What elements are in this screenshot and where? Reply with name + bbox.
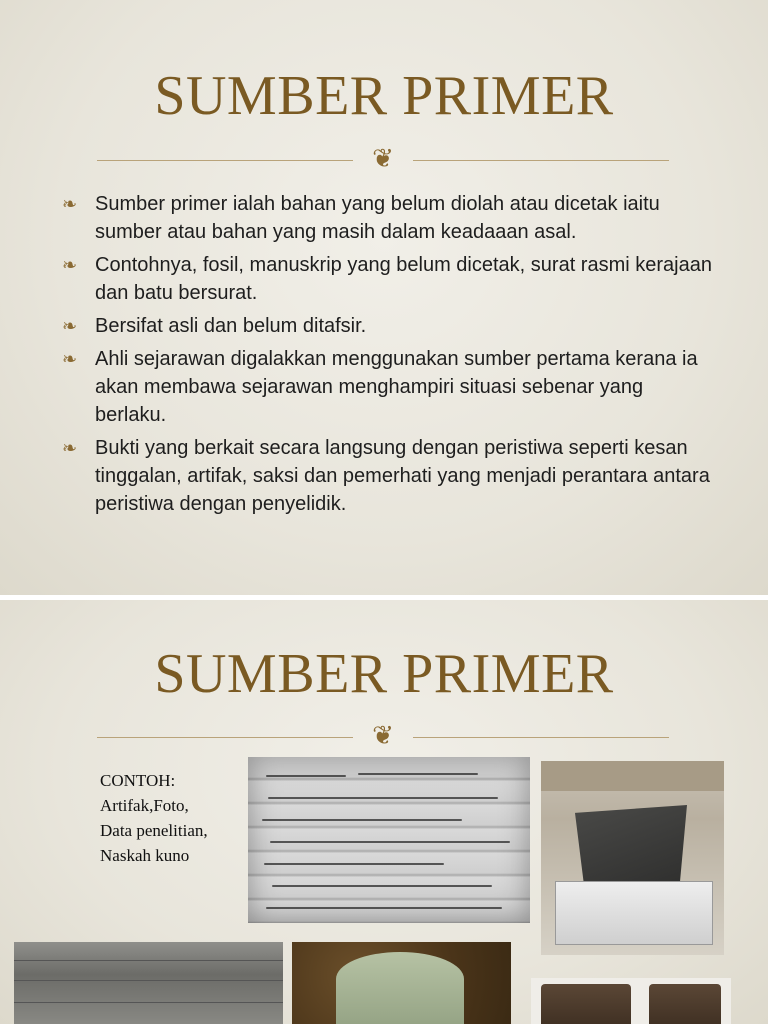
bullet-item [62, 345, 712, 429]
fleuron-bullet-icon: ❧ [62, 349, 78, 369]
fleuron-bullet-icon: ❧ [62, 316, 78, 336]
bullet-item [62, 251, 712, 307]
fleuron-bullet-icon: ❧ [62, 255, 78, 275]
manuscript-photo [248, 757, 530, 923]
examples-caption [100, 768, 250, 868]
bullet-item [62, 434, 712, 518]
flourish-ornament-icon: ❦ [372, 144, 394, 174]
title-divider [97, 144, 669, 174]
examples-item: Naskah kuno [100, 846, 190, 865]
clay-tablets-photo [531, 978, 731, 1024]
inscribed-stone-tablet-photo [292, 942, 511, 1024]
flourish-ornament-icon: ❦ [372, 721, 394, 751]
examples-item: Data penelitian, [100, 821, 208, 840]
bullet-text: Bersifat asli dan belum ditafsir. [95, 315, 367, 337]
fleuron-bullet-icon: ❧ [62, 194, 78, 214]
bullet-item [62, 312, 712, 340]
bullet-text: Bukti yang berkait secara langsung dengan peristiwa seperti kesan tinggalan, artifak, saksi dan pemerhati yang menjadi perantara antara peristiwa dengan penyelidik. [95, 437, 710, 515]
fleuron-bullet-icon: ❧ [62, 438, 78, 458]
examples-heading: CONTOH: [100, 771, 176, 790]
divider-line-right [413, 160, 669, 161]
temple-wall-photo [14, 942, 283, 1024]
slide-2 [0, 600, 768, 1024]
bullet-item [62, 190, 712, 246]
divider-line-left [97, 737, 353, 738]
title-divider [97, 721, 669, 751]
bullet-list [62, 190, 712, 523]
slide-title: SUMBER PRIMER [154, 65, 614, 127]
examples-item: Artifak,Foto, [100, 796, 189, 815]
bullet-text: Ahli sejarawan digalakkan menggunakan sumber pertama kerana ia akan membawa sejarawan menghampiri situasi sebenar yang berlaku. [95, 348, 698, 426]
slide-title: SUMBER PRIMER [154, 643, 614, 705]
inscribed-stone-photo [541, 761, 724, 955]
divider-line-left [97, 160, 353, 161]
divider-line-right [413, 737, 669, 738]
bullet-text: Contohnya, fosil, manuskrip yang belum dicetak, surat rasmi kerajaan dan batu bersurat. [95, 254, 712, 304]
bullet-text: Sumber primer ialah bahan yang belum diolah atau dicetak iaitu sumber atau bahan yang masih dalam keadaaan asal. [95, 193, 660, 243]
